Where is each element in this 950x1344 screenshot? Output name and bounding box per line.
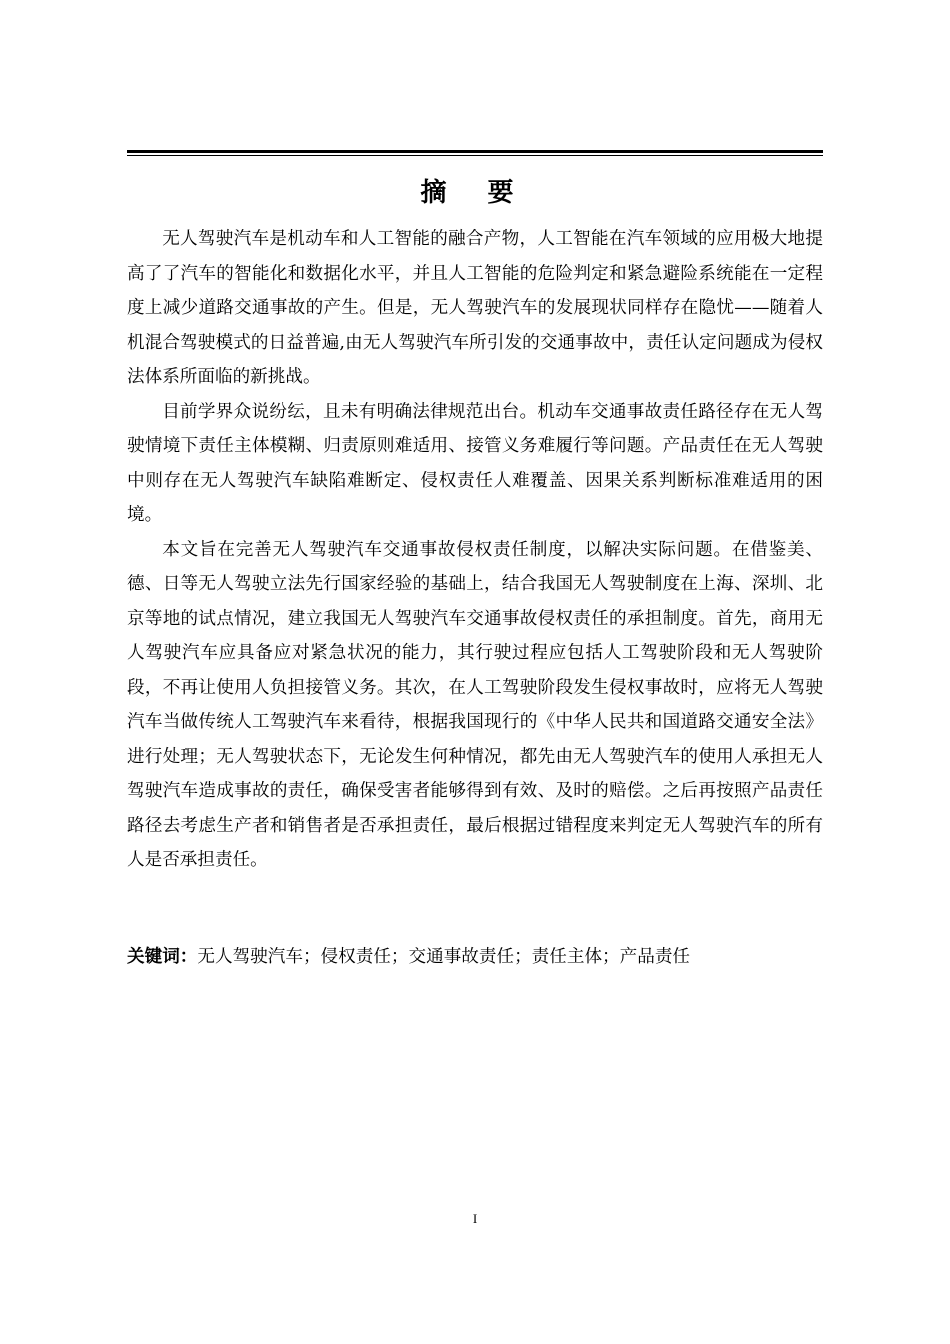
abstract-body — [127, 222, 823, 878]
page-title: 摘 要 — [420, 178, 530, 208]
page-number: I — [472, 1211, 478, 1226]
header-rule-thick — [127, 150, 823, 153]
keywords-line — [127, 940, 823, 974]
header-rule-thin — [127, 155, 823, 156]
keywords-text: 无人驾驶汽车；侵权责任；交通事故责任；责任主体；产品责任 — [197, 947, 691, 967]
abstract-paragraph-2: 目前学界众说纷纭，且未有明确法律规范出台。机动车交通事故责任路径存在无人驾驶情境下责任主体模糊、归责原则难适用、接管义务难履行等问题。产品责任在无人驾驶中则存在无人驾驶汽车缺陷难断定、侵权责任人难覆盖、因果关系判断标准难适用的困境。 — [127, 401, 823, 525]
abstract-paragraph-3: 本文旨在完善无人驾驶汽车交通事故侵权责任制度，以解决实际问题。在借鉴美、德、日等无人驾驶立法先行国家经验的基础上，结合我国无人驾驶制度在上海、深圳、北京等地的试点情况，建立我国无人驾驶汽车交通事故侵权责任的承担制度。首先，商用无人驾驶汽车应具备应对紧急状况的能力，其行驶过程应包括人工驾驶阶段和无人驾驶阶段，不再让使用人负担接管义务。其次，在人工驾驶阶段发生侵权事故时，应将无人驾驶汽车当做传统人工驾驶汽车来看待，根据我国现行的《中华人民共和国道路交通安全法》进行处理；无人驾驶状态下，无论发生何种情况，都先由无人驾驶汽车的使用人承担无人驾驶汽车造成事故的责任，确保受害者能够得到有效、及时的赔偿。之后再按照产品责任路径去考虑生产者和销售者是否承担责任，最后根据过错程度来判定无人驾驶汽车的所有人是否承担责任。 — [127, 539, 823, 870]
abstract-paragraph-1: 无人驾驶汽车是机动车和人工智能的融合产物，人工智能在汽车领域的应用极大地提高了了汽车的智能化和数据化水平，并且人工智能的危险判定和紧急避险系统能在一定程度上减少道路交通事故的产生。但是，无人驾驶汽车的发展现状同样存在隐忧——随着人机混合驾驶模式的日益普遍,由无人驾驶汽车所引发的交通事故中，责任认定问题成为侵权法体系所面临的新挑战。 — [127, 229, 823, 387]
keywords-label: 关键词： — [127, 947, 198, 967]
